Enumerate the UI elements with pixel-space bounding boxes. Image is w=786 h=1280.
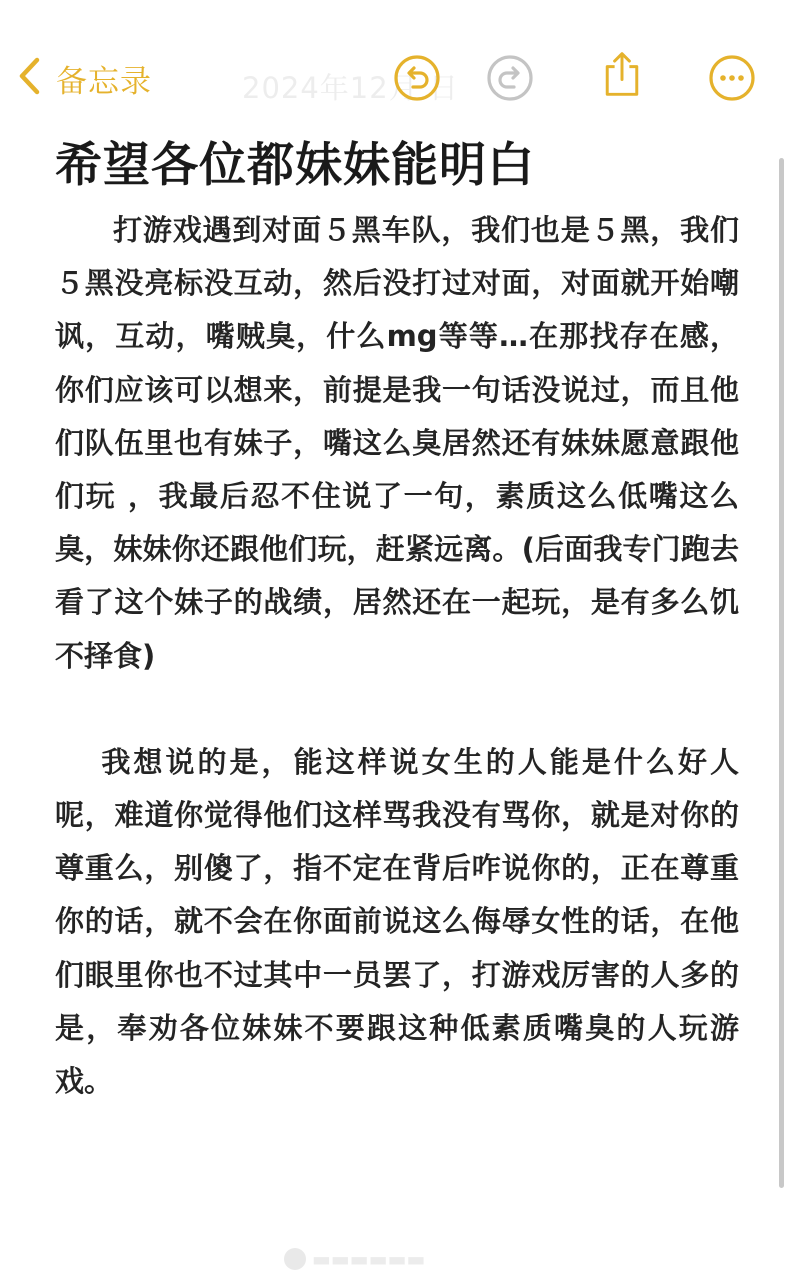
undo-button[interactable] [393, 54, 441, 102]
chevron-left-icon [16, 56, 44, 100]
watermark-logo-icon [284, 1248, 306, 1270]
redo-button[interactable] [486, 54, 534, 102]
share-icon [598, 50, 646, 98]
note-title[interactable]: 希望各位都妹妹能明白 [55, 138, 535, 193]
watermark-text: ▬▬▬▬▬▬ [312, 1247, 426, 1271]
note-paragraph: 打游戏遇到对面５黑车队，我们也是５黑，我们５黑没亮标没互动，然后没打过对面，对面就开始嘲讽，互动，嘴贼臭，什么mg等等…在那找存在感，你们应该可以想来，前提是我一句话没说过，而且他们队伍里也有妹子，嘴这么臭居然还有妹妹愿意跟他们玩 ，我最后忍不住说了一句，素质这么低嘴这么臭，妹妹你还跟他们玩，赶紧远离。(后面我专门跑去看了这个妹子的战绩，居然还在一起玩，是有多么饥不择食) [55, 213, 739, 673]
note-body[interactable] [55, 204, 739, 1108]
watermark [284, 1246, 504, 1272]
redo-icon [486, 54, 534, 102]
note-paragraph: 我想说的是，能这样说女生的人能是什么好人呢，难道你觉得他们这样骂我没有骂你，就是对你的尊重么，别傻了，指不定在背后咋说你的，正在尊重你的话，就不会在你面前说这么侮辱女性的话，在他们眼里你也不过其中一员罢了，打游戏厉害的人多的是，奉劝各位妹妹不要跟这种低素质嘴臭的人玩游戏。 [55, 744, 739, 1099]
scrollbar[interactable] [779, 158, 784, 1188]
more-button[interactable] [708, 54, 756, 102]
undo-icon [393, 54, 441, 102]
more-icon [708, 54, 756, 102]
nav-bar [0, 0, 786, 130]
note-date: 2024年12月 日 [242, 71, 459, 105]
back-button[interactable] [16, 54, 152, 102]
share-button[interactable] [598, 50, 646, 98]
back-label: 备忘录 [56, 63, 152, 100]
